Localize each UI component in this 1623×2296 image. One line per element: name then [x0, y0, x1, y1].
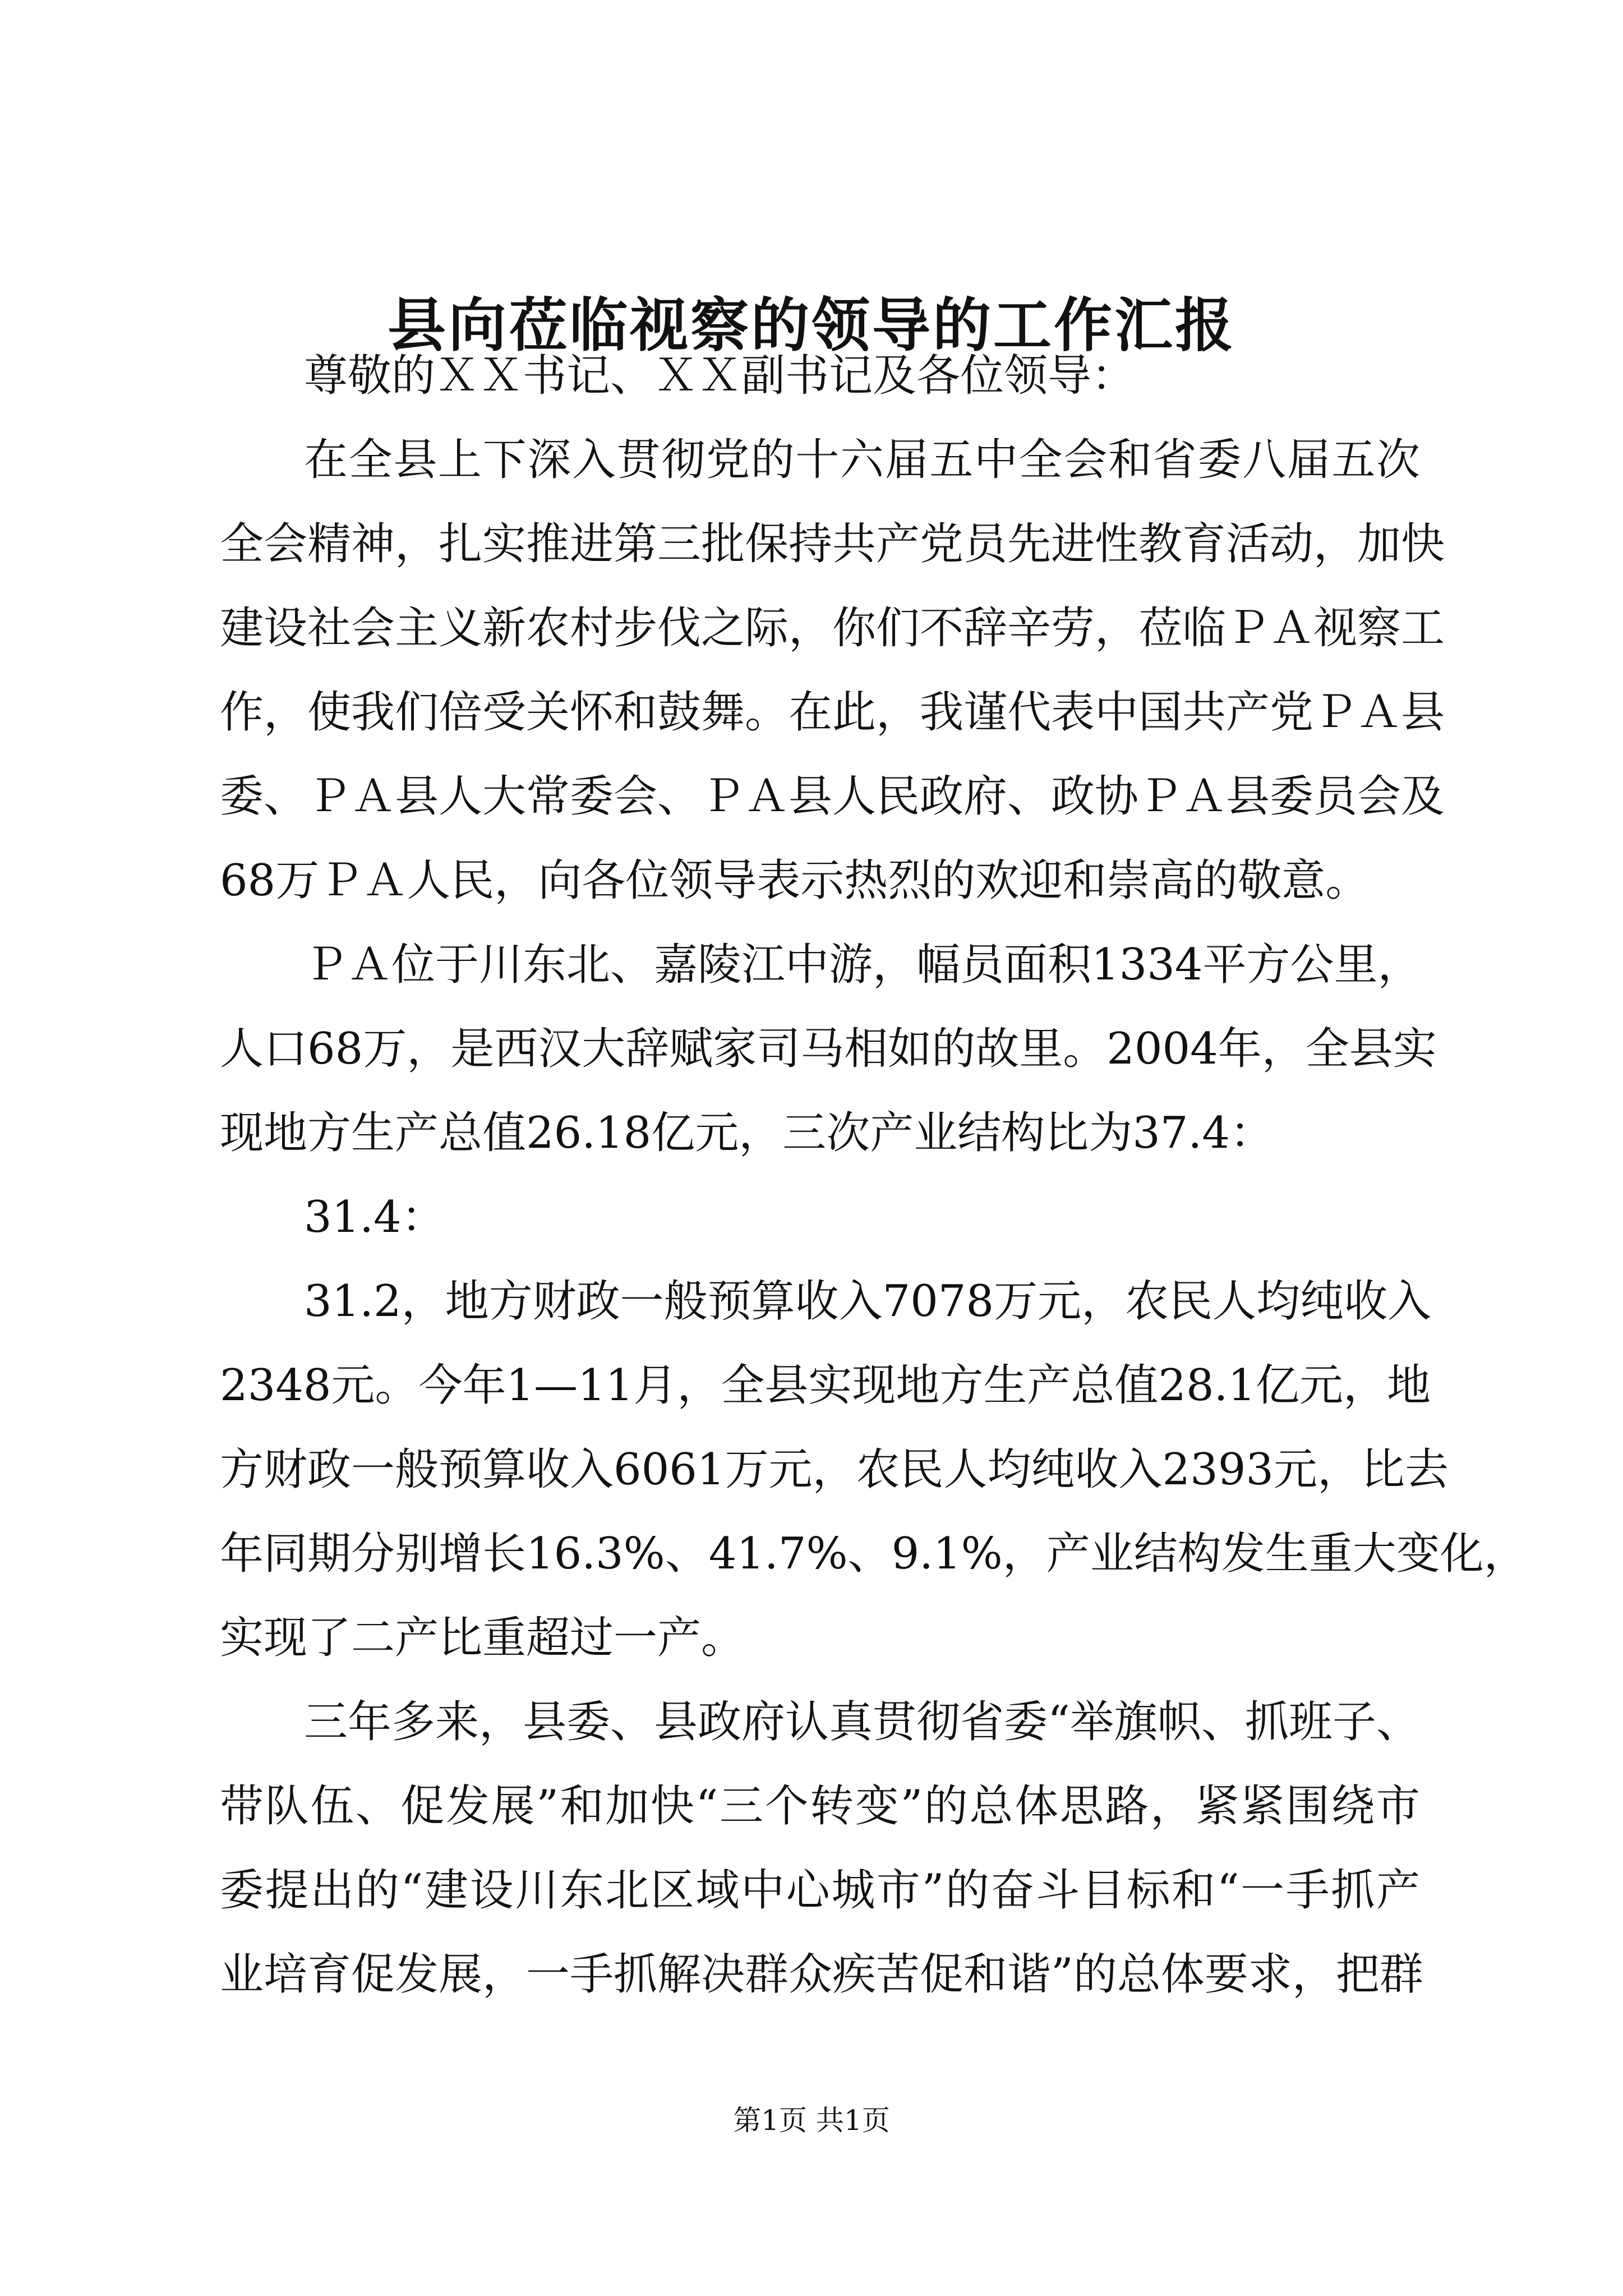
paragraph-line: 尊敬的ＸＸ书记、ＸＸ副书记及各位领导： — [304, 351, 1136, 401]
paragraph-line: 委提出的“建设川东北区域中心城市”的奋斗目标和“一手抓产 — [220, 1865, 1420, 1916]
paragraph-line: 2348元。今年1—11月，全县实现地方生产总值28.1亿元，地 — [220, 1360, 1431, 1411]
paragraph-line: 68万ＰＡ人民，向各位领导表示热烈的欢迎和崇高的敬意。 — [220, 855, 1370, 906]
paragraph-line: 31.4： — [304, 1192, 445, 1243]
paragraph-line: 建设社会主义新农村步伐之际，你们不辞辛劳，莅临ＰＡ视察工 — [220, 603, 1445, 654]
paragraph-line: 31.2，地方财政一般预算收入7078万元，农民人均纯收入 — [304, 1276, 1432, 1327]
paragraph-line: 在全县上下深入贯彻党的十六届五中全会和省委八届五次 — [304, 435, 1420, 485]
paragraph-line: 带队伍、促发展”和加快“三个转变”的总体思路，紧紧围绕市 — [220, 1781, 1420, 1832]
paragraph-line: 年同期分别增长16.3%、41.7%、9.1%，产业结构发生重大变化， — [220, 1529, 1528, 1579]
page-footer: 第1页 共1页 — [733, 2104, 890, 2137]
paragraph-line: 业培育促发展，一手抓解决群众疾苦促和谐”的总体要求，把群 — [220, 1949, 1423, 2000]
paragraph-line: 现地方生产总值26.18亿元，三次产业结构比为37.4： — [220, 1108, 1274, 1158]
paragraph-line: 委、ＰＡ县人大常委会、ＰＡ县人民政府、政协ＰＡ县委员会及 — [220, 771, 1445, 822]
paragraph-line: 全会精神，扎实推进第三批保持共产党员先进性教育活动，加快 — [220, 519, 1445, 569]
paragraph-line: 方财政一般预算收入6061万元，农民人均纯收入2393元，比去 — [220, 1444, 1449, 1495]
document-title: 县向莅临视察的领导的工作汇报 — [387, 291, 1235, 360]
paragraph-line: 实现了二产比重超过一产。 — [220, 1613, 745, 1663]
paragraph-line: ＰＡ位于川东北、嘉陵江中游，幅员面积1334平方公里， — [304, 940, 1422, 990]
paragraph-line: 三年多来，县委、县政府认真贯彻省委“举旗帜、抓班子、 — [304, 1697, 1420, 1747]
paragraph-line: 作，使我们倍受关怀和鼓舞。在此，我谨代表中国共产党ＰＡ县 — [220, 687, 1445, 738]
paragraph-line: 人口68万，是西汉大辞赋家司马相如的故里。2004年，全县实 — [220, 1024, 1437, 1074]
